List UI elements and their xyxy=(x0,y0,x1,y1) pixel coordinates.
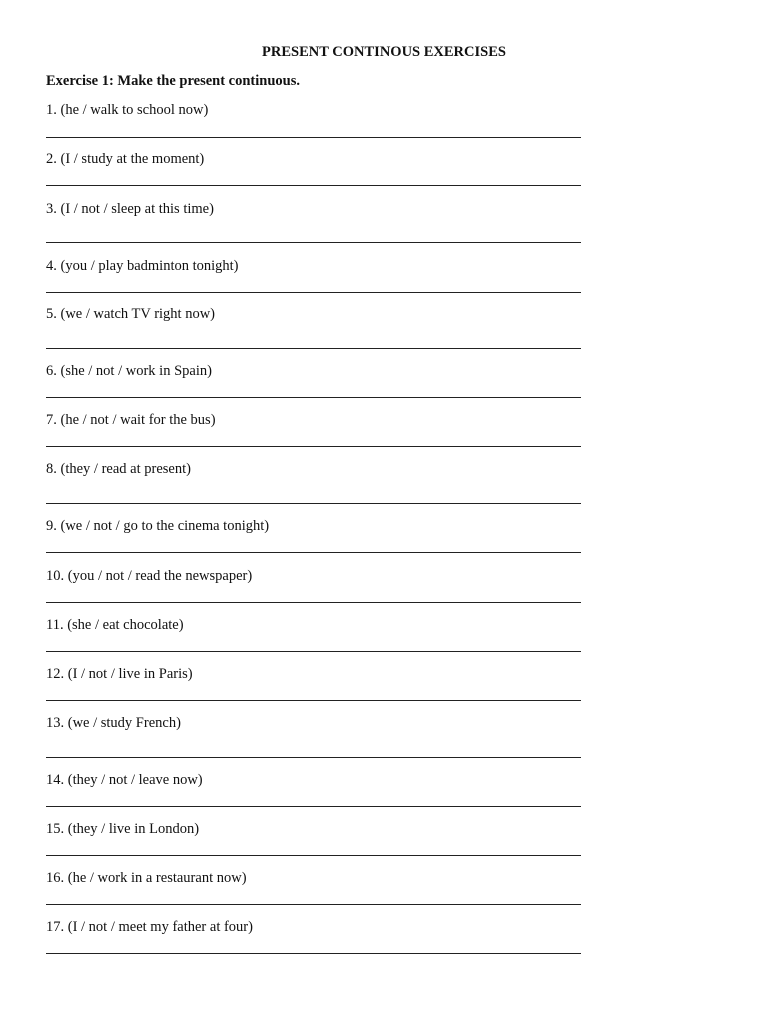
answer-line[interactable] xyxy=(46,806,581,807)
exercise-prompt: 8. (they / read at present) xyxy=(46,461,191,477)
exercise-prompt: 11. (she / eat chocolate) xyxy=(46,617,184,633)
answer-line[interactable] xyxy=(46,242,581,243)
exercise-prompt: 7. (he / not / wait for the bus) xyxy=(46,412,216,428)
exercise-item xyxy=(46,771,581,789)
exercise-prompt: 6. (she / not / work in Spain) xyxy=(46,363,212,379)
answer-line[interactable] xyxy=(46,292,581,293)
exercise-prompt: 12. (I / not / live in Paris) xyxy=(46,666,193,682)
exercise-item xyxy=(46,567,581,585)
exercise-item xyxy=(46,869,581,887)
exercise-prompt: 9. (we / not / go to the cinema tonight) xyxy=(46,518,270,534)
answer-line[interactable] xyxy=(46,953,581,954)
answer-line[interactable] xyxy=(46,757,581,758)
exercise-prompt: 16. (he / work in a restaurant now) xyxy=(46,870,247,886)
answer-line[interactable] xyxy=(46,700,581,701)
answer-line[interactable] xyxy=(46,904,581,905)
exercise-item xyxy=(46,257,581,275)
exercise-item xyxy=(46,918,581,936)
exercise-item xyxy=(46,101,581,119)
answer-line[interactable] xyxy=(46,137,581,138)
exercise-item xyxy=(46,820,581,838)
exercise-prompt: 14. (they / not / leave now) xyxy=(46,772,203,788)
exercise-prompt: 13. (we / study French) xyxy=(46,715,181,731)
answer-line[interactable] xyxy=(46,397,581,398)
exercise-prompt: 2. (I / study at the moment) xyxy=(46,151,205,167)
exercise-prompt: 3. (I / not / sleep at this time) xyxy=(46,201,214,217)
exercise-prompt: 17. (I / not / meet my father at four) xyxy=(46,919,253,935)
answer-line[interactable] xyxy=(46,855,581,856)
exercise-prompt: 15. (they / live in London) xyxy=(46,821,200,837)
exercise-item xyxy=(46,665,581,683)
answer-line[interactable] xyxy=(46,651,581,652)
page-title: PRESENT CONTINOUS EXERCISES xyxy=(262,44,506,60)
answer-line[interactable] xyxy=(46,446,581,447)
exercise-item xyxy=(46,616,581,634)
exercise-heading: Exercise 1: Make the present continuous. xyxy=(46,73,301,89)
answer-line[interactable] xyxy=(46,185,581,186)
exercise-item xyxy=(46,362,581,380)
answer-line[interactable] xyxy=(46,552,581,553)
answer-line[interactable] xyxy=(46,348,581,349)
exercise-prompt: 10. (you / not / read the newspaper) xyxy=(46,568,253,584)
answer-line[interactable] xyxy=(46,503,581,504)
exercise-item xyxy=(46,411,581,429)
exercise-item xyxy=(46,460,581,478)
exercise-item xyxy=(46,714,581,732)
exercise-item xyxy=(46,200,581,218)
exercise-item xyxy=(46,150,581,168)
exercise-item xyxy=(46,517,581,535)
exercise-prompt: 1. (he / walk to school now) xyxy=(46,102,209,118)
exercise-item xyxy=(46,305,581,323)
exercise-prompt: 5. (we / watch TV right now) xyxy=(46,306,216,322)
answer-line[interactable] xyxy=(46,602,581,603)
exercise-prompt: 4. (you / play badminton tonight) xyxy=(46,258,239,274)
